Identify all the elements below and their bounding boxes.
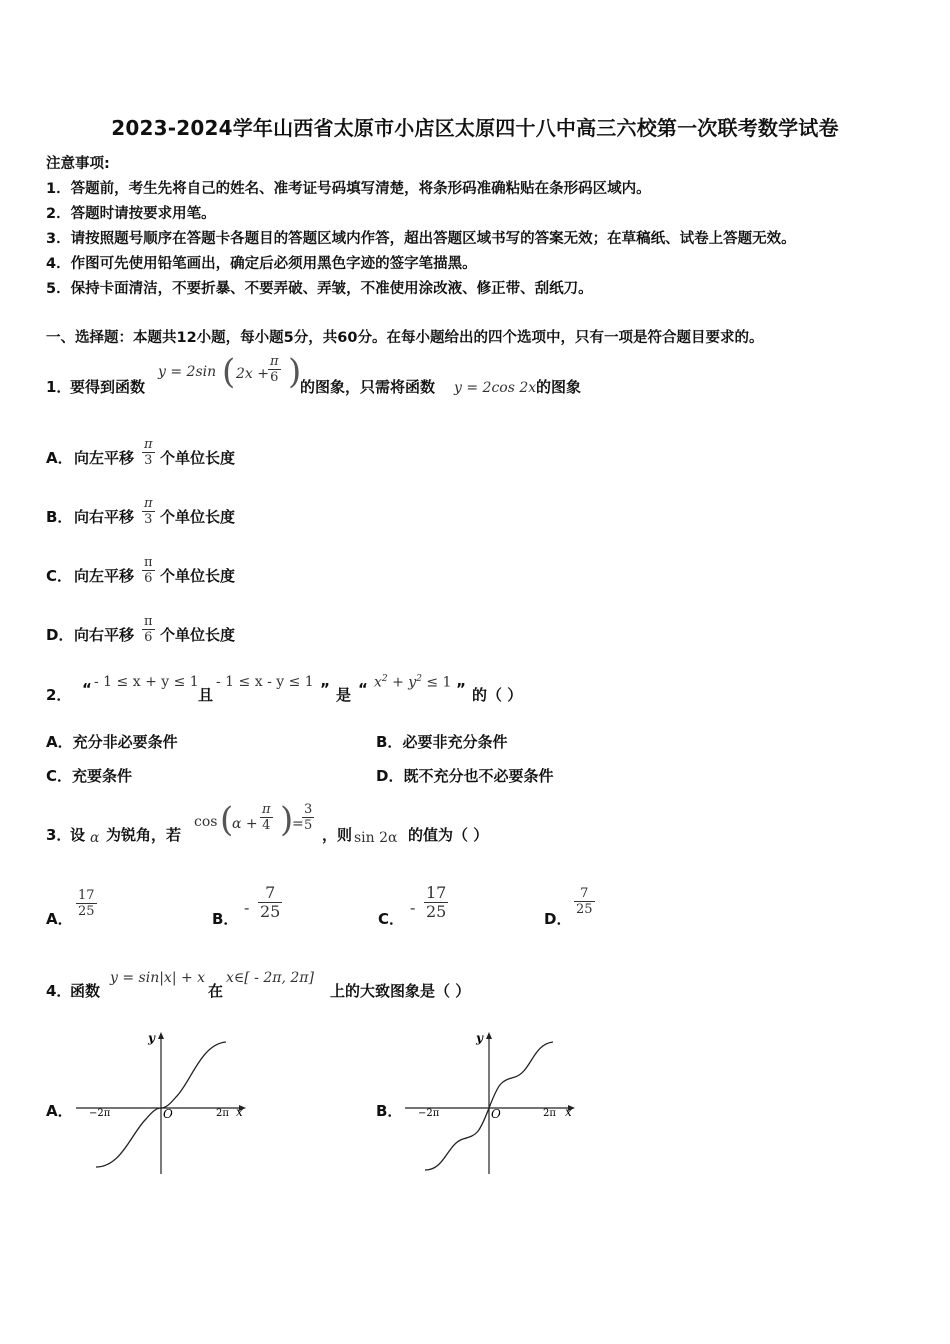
alpha-symbol: α [90,830,100,846]
option-fraction: $\frac{7}{25}$ [260,883,281,921]
question-text: 设 [70,826,86,844]
option-text: 个单位长度 [160,567,236,585]
x-label: x [565,1105,572,1119]
question-number: 3． [46,826,72,844]
graph-option-b[interactable] [405,1024,585,1184]
option-label: B． [376,733,403,751]
question-text: ，则 [322,826,353,844]
option-text: 个单位长度 [160,626,236,644]
question-text: 的图象 [536,378,582,396]
option-fraction: $\frac{\pi}{3}$ [144,437,153,468]
formula-y-2sin: y = 2sin [158,364,217,380]
q4-option-b-label[interactable]: B． [376,1102,403,1120]
notes-heading: 注意事项: [46,156,110,172]
tick-label-right: 2π [216,1108,229,1119]
option-text: 既不充分也不必要条件 [403,767,554,785]
x-label: x [236,1105,243,1119]
option-label: C． [378,910,405,928]
question-text: 的图象，只需将函数 [300,378,436,396]
note-item: 5．保持卡面清洁，不要折暴、不要弄破、弄皱，不准使用涂改液、修正带、刮纸刀。 [46,281,593,297]
option-label: D． [544,910,572,928]
q2-option-c[interactable] [46,765,132,786]
formula-domain: x∈[ - 2π, 2π] [226,970,314,986]
option-label: D． [376,767,404,785]
option-label: C． [46,567,73,585]
quote-mark: “ [82,680,92,698]
option-fraction: $\frac{17}{25}$ [78,888,95,919]
quote-mark: ” [320,680,330,698]
note-item: 4．作图可先使用铅笔画出，确定后必须用黑色字迹的签字笔描黑。 [46,256,477,272]
option-label: A． [46,733,73,751]
option-text: 向右平移 [74,626,135,644]
formula-function: y = sin|x| + x [110,970,206,986]
option-fraction: $\frac{\pi}{3}$ [144,496,153,527]
quote-mark: “ [358,680,368,698]
formula-y-2cos2x: y = 2cos 2x [454,380,537,396]
option-fraction: $\frac{17}{25}$ [426,883,447,921]
option-fraction: $\frac{7}{25}$ [576,886,593,917]
note-item: 3．请按照题号顺序在答题卡各题目的答题区域内作答，超出答题区域书写的答案无效；在草稿纸、试卷上答题无效。 [46,231,796,247]
formula-sin2a: sin 2α [354,830,398,846]
question-text: 是 [336,686,352,704]
option-text: 向左平移 [74,449,135,467]
quote-mark: ” [456,680,466,698]
y-axis-arrow [158,1032,164,1039]
page-title: 2023-2024学年山西省太原市小店区太原四十八中高三六校第一次联考数学试卷 [111,116,839,140]
fraction-3-5: $\frac{3}{5}$ [304,802,313,833]
q2-option-b[interactable] [376,731,507,752]
formula-inner: α + [232,816,258,832]
option-text: 充分非必要条件 [72,733,178,751]
option-label: C． [46,767,73,785]
y-axis-arrow [486,1032,492,1039]
fraction-pi-6: $\frac{\pi}{6}$ [270,354,279,385]
formula-cos: cos [194,814,218,830]
option-fraction: $\frac{\pi}{6}$ [144,555,153,586]
question-number: 2． [46,686,72,704]
option-text: 个单位长度 [160,449,236,467]
formula-circle: $x^2 + y^2 \le 1$ [374,674,452,691]
minus-sign: - [410,898,416,917]
formula-condition-1: - 1 ≤ x + y ≤ 1 [94,674,199,690]
option-text: 向右平移 [74,508,135,526]
origin-label: O [163,1107,173,1121]
tick-label-left: −2π [418,1108,440,1119]
y-label: y [148,1031,155,1045]
option-label: B． [212,910,239,928]
q2-option-a[interactable] [46,731,178,752]
question-text: 的值为（ ） [408,826,489,844]
option-text: 必要非充分条件 [402,733,508,751]
question-text: 且 [198,686,214,704]
minus-sign: - [244,898,250,917]
option-text: 个单位长度 [160,508,236,526]
formula-inner: 2x + [236,366,269,382]
question-number: 4． [46,982,72,1000]
right-paren: ) [280,800,294,840]
option-label: D． [46,626,74,644]
right-paren: ) [288,352,302,392]
left-paren: ( [222,352,236,392]
option-label: A． [46,910,73,928]
option-fraction: $\frac{\pi}{6}$ [144,614,153,645]
question-text: 上的大致图象是（ ） [330,982,471,1000]
question-number: 1． [46,378,72,396]
q2-option-d[interactable] [376,765,553,786]
question-text: 在 [208,982,224,1000]
y-label: y [476,1031,483,1045]
origin-label: O [491,1107,501,1121]
equals-sign: = [292,816,304,832]
section-heading: 一、选择题：本题共12小题，每小题5分，共60分。在每小题给出的四个选项中，只有一项是符合题目要求的。 [46,330,764,346]
tick-label-right: 2π [543,1108,556,1119]
formula-condition-2: - 1 ≤ x - y ≤ 1 [216,674,314,690]
question-text: 为锐角，若 [106,826,182,844]
question-text: 的（ ） [472,686,523,704]
q4-option-a-label[interactable]: A． [46,1102,73,1120]
left-paren: ( [220,800,234,840]
note-item: 2．答题时请按要求用笔。 [46,206,216,222]
option-label: A． [46,449,73,467]
tick-label-left: −2π [89,1108,111,1119]
question-text: 要得到函数 [70,378,146,396]
option-text: 充要条件 [72,767,133,785]
fraction-pi-4: $\frac{\pi}{4}$ [262,802,271,833]
option-label: B． [46,508,73,526]
question-text: 函数 [70,982,101,1000]
note-item: 1．答题前，考生先将自己的姓名、准考证号码填写清楚，将条形码准确粘贴在条形码区域内。 [46,181,651,197]
option-text: 向左平移 [74,567,135,585]
graph-option-a[interactable] [76,1024,256,1184]
